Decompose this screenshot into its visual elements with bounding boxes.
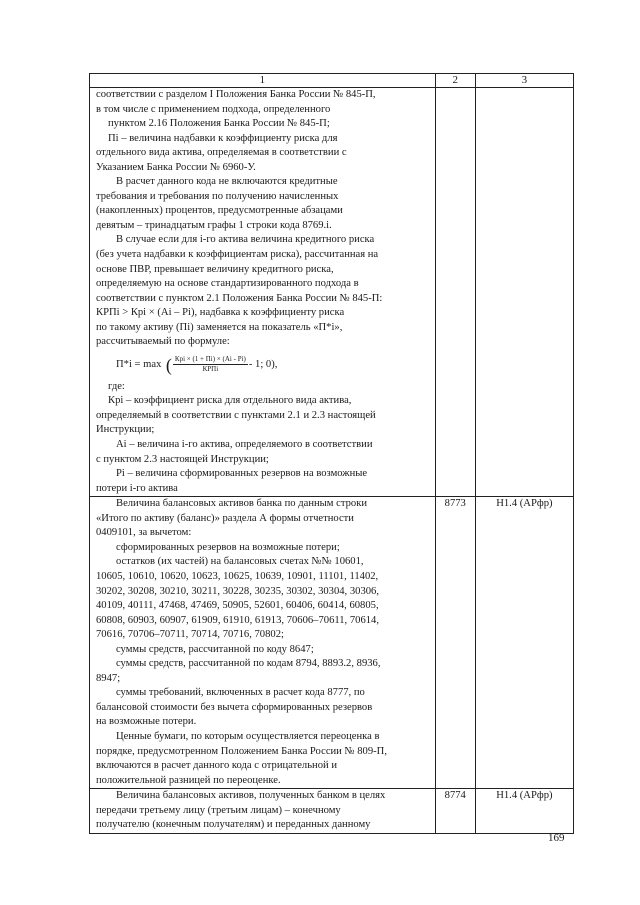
- text-line: (накопленных) процентов, предусмотренные абзацами: [96, 205, 343, 217]
- text-line: 0409101, за вычетом:: [96, 527, 192, 539]
- text-line: основе ПВР, превышает величину кредитного риска,: [96, 263, 334, 275]
- row1-description: [90, 88, 436, 497]
- text-line: 40109, 40111, 47468, 47469, 50905, 52601, 60406, 60414, 60805,: [96, 600, 379, 612]
- text-line: Инструкции;: [96, 424, 155, 436]
- text-line: 30202, 30208, 30210, 30211, 30228, 30235, 30302, 30304, 30306,: [96, 585, 379, 597]
- text-line: Аi – величина i-го актива, определяемого в соответствии: [116, 439, 373, 451]
- text-line: Величина балансовых активов банка по данным строки: [116, 498, 368, 510]
- row1-indicator: [475, 88, 573, 497]
- text-line: Ценные бумаги, по которым осуществляется переоценка в: [116, 730, 380, 742]
- inequality-text: надбавка к коэффициенту риска: [199, 307, 345, 319]
- text-line: на возможные потери.: [96, 716, 197, 728]
- page-number: 169: [548, 832, 565, 844]
- formula-numerator: Крi × (1 + Пi) × (Аi - Рi): [174, 355, 246, 364]
- text-line: Рi – величина сформированных резервов на возможные: [116, 468, 368, 480]
- table-row: [90, 497, 574, 789]
- table-header-row: [90, 74, 574, 88]
- text-line: потери i-го актива: [96, 482, 178, 494]
- row3-code: 8774: [435, 789, 475, 834]
- inequality-expression: КРПi > Крi × (Аi – Рi),: [96, 307, 198, 319]
- formula: [96, 350, 433, 380]
- row2-code: 8773: [435, 497, 475, 789]
- text-line: суммы средств, рассчитанной по коду 8647;: [116, 643, 314, 655]
- text-line: «Итого по активу (баланс)» раздела А формы отчетности: [96, 512, 354, 524]
- table-row: [90, 88, 574, 497]
- text-line: девятым – тринадцатым графы 1 строки кода 8769.i.: [96, 219, 332, 231]
- text-line: балансовой стоимости без вычета сформированных резервов: [96, 701, 373, 713]
- row1-code: [435, 88, 475, 497]
- text-line: остатков (их частей) на балансовых счетах №№ 10601,: [116, 556, 364, 568]
- text-line: суммы средств, рассчитанной по кодам 8794, 8893.2, 8936,: [116, 658, 381, 670]
- header-col-3: 3: [475, 74, 573, 88]
- header-col-2: 2: [435, 74, 475, 88]
- text-line: соответствии с пунктом 2.1 Положения Банка России № 845-П:: [96, 292, 383, 304]
- text-line: определяемую на основе стандартизированного подхода в: [96, 278, 359, 290]
- regulation-table: [89, 73, 574, 834]
- formula-lhs: П*i = max: [116, 358, 162, 370]
- inequality-line: [96, 306, 433, 321]
- formula-denominator: КРПi: [202, 365, 219, 374]
- text-line: 70616, 70706–70711, 70714, 70716, 70802;: [96, 629, 284, 641]
- table-row: [90, 789, 574, 834]
- text-line: положительной разницей по переоценке.: [96, 774, 281, 786]
- text-line: (без учета надбавки к коэффициентам риска), рассчитанная на: [96, 249, 379, 261]
- text-line: по такому активу (Пi) заменяется на показатель «П*i»,: [96, 321, 343, 333]
- text-line: В случае если для i-го актива величина кредитного риска: [116, 234, 375, 246]
- text-line: соответствии с разделом I Положения Банка России № 845-П,: [96, 89, 376, 100]
- text-line: передачи третьему лицу (третьим лицам) – конечному: [96, 804, 341, 816]
- header-col-1: 1: [90, 74, 436, 88]
- text-line: отдельного вида актива, определяемая в соответствии с: [96, 147, 347, 159]
- text-line: включаются в расчет данного кода с отрицательной и: [96, 760, 338, 772]
- text-line: сформированных резервов на возможные потери;: [116, 541, 340, 553]
- row3-description: [90, 789, 436, 834]
- text-line: где:: [108, 380, 125, 392]
- text-line: порядке, предусмотренном Положением Банка России № 809-П,: [96, 745, 387, 757]
- row2-indicator: Н1.4 (АРфр): [475, 497, 573, 789]
- text-line: Указанием Банка России № 6960-У.: [96, 161, 256, 173]
- formula-tail: - 1; 0),: [248, 358, 278, 370]
- text-line: Крi – коэффициент риска для отдельного вида актива,: [108, 395, 352, 407]
- text-line: суммы требований, включенных в расчет кода 8777, по: [116, 687, 365, 699]
- row3-indicator: Н1.4 (АРфр): [475, 789, 573, 834]
- text-line: в том числе с применением подхода, определенного: [96, 103, 331, 115]
- text-line: определяемый в соответствии с пунктами 2.1 и 2.3 настоящей: [96, 409, 376, 421]
- text-line: рассчитываемый по формуле:: [96, 336, 230, 348]
- row2-description: [90, 497, 436, 789]
- text-line: получателю (конечным получателям) и переданных данному: [96, 819, 371, 831]
- text-line: требования и требования по получению начисленных: [96, 190, 339, 202]
- formula-paren: (: [161, 354, 172, 375]
- formula-fraction: [173, 355, 248, 374]
- text-line: с пунктом 2.3 настоящей Инструкции;: [96, 453, 269, 465]
- text-line: пунктом 2.16 Положения Банка России № 845-П;: [108, 118, 330, 130]
- text-line: Величина балансовых активов, полученных банком в целях: [116, 790, 386, 802]
- text-line: 60808, 60903, 60907, 61909, 61910, 61913, 70606–70611, 70614,: [96, 614, 379, 626]
- text-line: 10605, 10610, 10620, 10623, 10625, 10639, 10901, 11101, 11402,: [96, 570, 379, 582]
- text-line: Пi – величина надбавки к коэффициенту риска для: [108, 132, 338, 144]
- text-line: В расчет данного кода не включаются кредитные: [116, 176, 338, 188]
- text-line: 8947;: [96, 672, 121, 684]
